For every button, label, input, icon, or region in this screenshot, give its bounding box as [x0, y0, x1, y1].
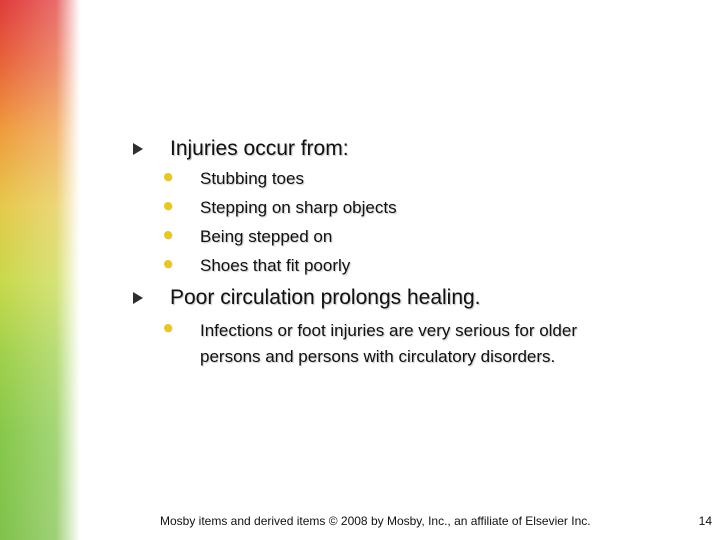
sub-bullet-text: Shoes that fit poorly	[200, 256, 351, 275]
page-number: 14	[698, 514, 712, 528]
sub-bullet-text: Stepping on sharp objects	[200, 198, 397, 217]
decorative-gradient-band	[0, 0, 80, 540]
arrowhead-bullet-icon	[133, 292, 143, 304]
dot-bullet-icon	[164, 231, 172, 239]
dot-bullet-icon	[164, 260, 172, 268]
main-bullet-text: Poor circulation prolongs healing.	[170, 286, 481, 309]
main-bullet-text: Injuries occur from:	[170, 137, 349, 160]
sub-bullet-text: Being stepped on	[200, 227, 333, 246]
dot-bullet-icon	[164, 324, 172, 332]
dot-bullet-icon	[164, 202, 172, 210]
sub-bullet	[164, 225, 332, 249]
main-bullet-1	[133, 137, 349, 161]
arrowhead-bullet-icon	[133, 143, 143, 155]
sub-bullet-text: Stubbing toes	[200, 169, 304, 188]
sub-bullet	[164, 318, 624, 370]
sub-bullet	[164, 196, 397, 220]
main-bullet-2	[133, 286, 481, 310]
sub-bullet-text: Infections or foot injuries are very serious for older persons and persons with circulatory disorders.	[200, 321, 578, 366]
copyright-footer: Mosby items and derived items © 2008 by Mosby, Inc., an affiliate of Elsevier Inc.	[160, 514, 591, 528]
sub-bullet	[164, 167, 304, 191]
sub-bullet	[164, 254, 350, 278]
dot-bullet-icon	[164, 173, 172, 181]
